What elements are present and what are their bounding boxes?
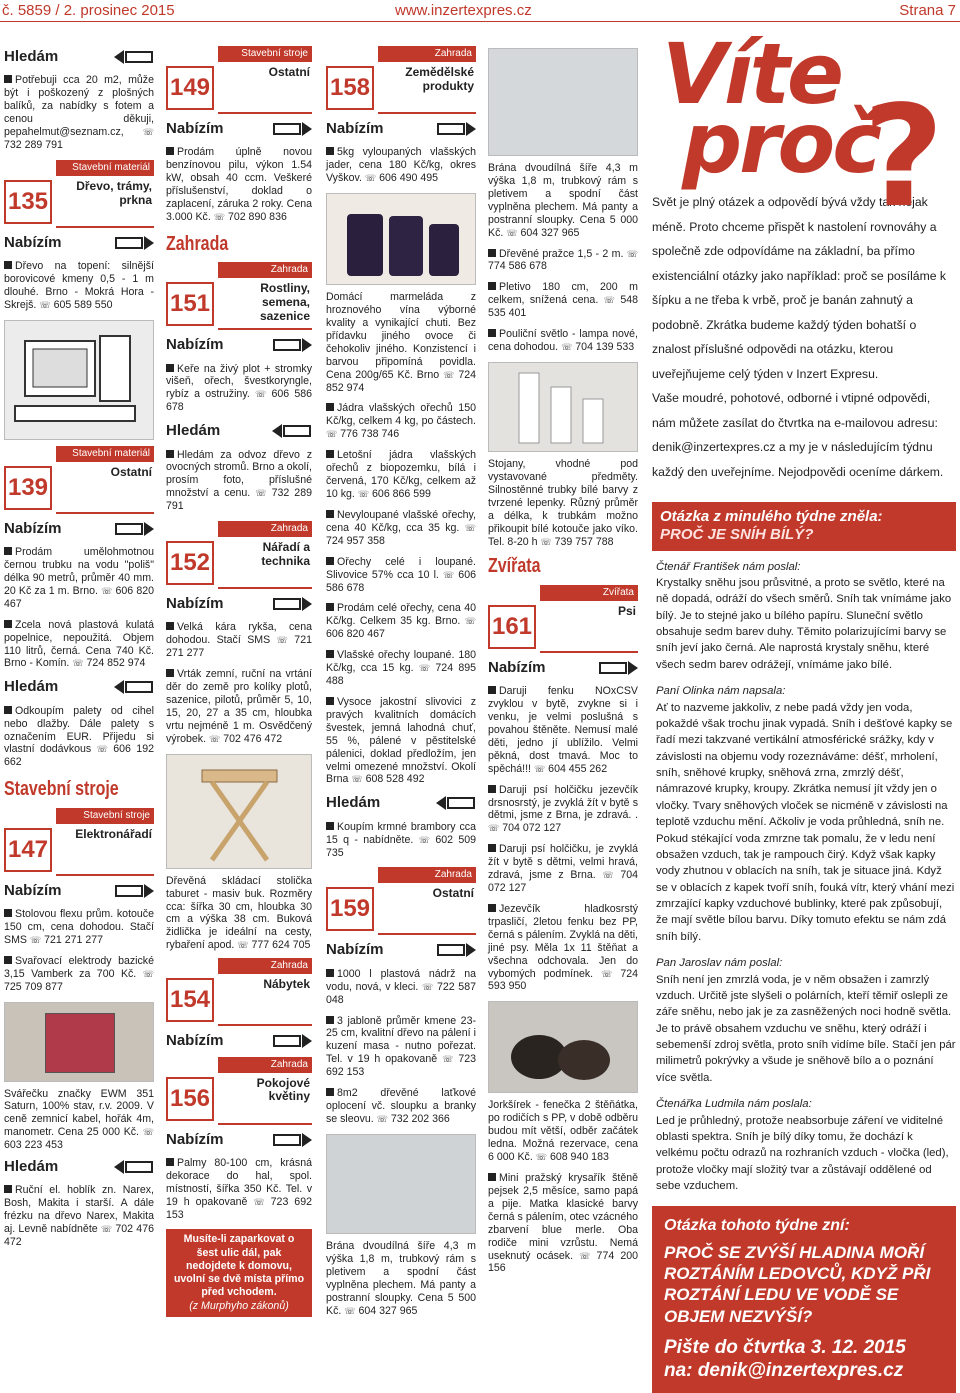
rubric-156: Zahrada 156 Pokojové květiny: [166, 1057, 312, 1125]
category-heading: Zvířata: [488, 555, 541, 578]
ad-item: Dřevo na topení: silnější borovicové kmeny 0,5 - 1 m dlouhé. Brno - Mokrá Hora - Skrejš. ☏ 605 589 550: [4, 260, 154, 311]
puppies-photo: [488, 1001, 638, 1093]
phone-icon: ☏: [142, 126, 154, 137]
arrow-right-icon: [114, 236, 154, 250]
ad-item: Stolovou flexu prům. kotouče 150 cm, cena dohodou. Stačí SMS ☏ 721 271 277: [4, 908, 154, 946]
ad-item: Daruji psí holčičku, je zvyklá žít v bytě s dětmi, velmi hravá, zdravá, jsme z Brna. ☏ 704 072 127: [488, 843, 638, 895]
ad-item: Daruji fenku NOxCSV zvyklou v bytě, zvykne si i venku, je velmi poslušná s povahou štěněte. Nemusí malé děti, jedno jí ublížilo. Velmi pěkná, dost tmavá. Moc to spěchá!!! ☏ 604 455 262: [488, 685, 638, 775]
arrow-left-icon: [436, 796, 476, 810]
ad-item: Pouliční světlo - lampa nové, cena dohodou. ☏ 704 139 533: [488, 328, 638, 354]
arrow-right-icon: [272, 1034, 312, 1048]
arrow-right-icon: [272, 122, 312, 136]
murphy-quote: Musíte-li zaparkovat o šest ulic dál, pak nedojdete k domovu, uvolní se dvě místa přímo před vchodem. (z Murphyho zákonů): [166, 1229, 312, 1316]
ad-item: Koupím krmné brambory cca 15 q - nabídněte. ☏ 602 509 735: [326, 820, 477, 859]
computer-illustration: [4, 320, 154, 440]
category-heading: Zahrada: [166, 232, 229, 255]
ad-item: Letošní jádra vlašských ořechů z biopozemku, bílá i červená, 170 Kč/kg, celkem až 10 kg. ☏ 606 866 599: [326, 449, 476, 500]
ad-item: Vrták zemní, ruční na vrtání děr do země pro kolíky plotů, sazenice, pilotů, průměr 5, 10, 15, 20, 27 a 35 cm, hloubka vrtu nejméně 1 m. Osvědčený výrobek. ☏ 702 476 472: [166, 668, 312, 745]
arrow-left-icon: [114, 680, 154, 694]
vite-proc-logo: Víte proč ?: [662, 25, 944, 239]
ad-item: Ořechy celé i loupané. Slivovice 57% cca 10 l. ☏ 606 586 678: [326, 555, 476, 594]
column-4: [488, 42, 638, 1283]
arrow-left-icon: [272, 424, 312, 438]
ad-item: Hledám za odvoz dřevo z ovocných stromů. Brno a okolí, prosím foto, příslušné množství a cenu. ☏ 732 289 791: [166, 448, 312, 513]
section-hledam: Hledám: [4, 678, 154, 696]
arrow-right-icon: [272, 338, 312, 352]
ad-item: Prodám celé ořechy, cena 40 Kč/kg. Celkem 35 kg. Brno. ☏ 606 820 467: [326, 602, 476, 641]
ad-item: Palmy 80-100 cm, krásná dekorace do hal, spol. místností, šířka 350 Kč. Tel. v 19 h opakovaně ☏ 723 692 153: [166, 1156, 312, 1221]
ad-item: Daruji psí holčičku jezevčík drsnosrstý, je zvyklá žít v bytě s dětmi, jsme z Brna, je zdravá. . ☏ 704 072 127: [488, 783, 638, 835]
answer: Čtenář František nám poslal: Krystalky sněhu jsou průsvitné, a proto se světlo, které na ně dopadá, odráží do všech směrů. Sníh tak vnímáme jako bílý. Je to stejné jako u bílého papíru. Sluneční světlo obsahuje sedm barev duhy. Těmito polarizujícími barvy se sníh jeví jako černá. Ale naprostá krystaly sněhu, které všech sedm barev odrážejí, vnímáme jako bílé.: [656, 560, 952, 671]
section-nabizim: Nabízím: [488, 659, 638, 677]
rubric-151: Zahrada 151 Rostliny, semena, sazenice: [166, 262, 312, 330]
rubric-147: Stavební stroje 147 Elektronářadí: [4, 808, 154, 876]
arrow-left-icon: [114, 1160, 154, 1174]
column-2: [166, 42, 312, 1317]
section-hledam: Hledám: [4, 1158, 154, 1176]
this-week-question: Otázka tohoto týdne zní: PROČ SE ZVÝŠÍ HLADINA MOŘÍ ROZTÁNÍM LEDOVCŮ, KDYŽ PŘI ROZTÁNÍ LEDU VE VODĚ SE OBJEM NEZVÝŠÍ? Pište do čtvrtka 3. 12. 2015 na: denik@inzertexpres.cz: [652, 1206, 956, 1392]
ad-item: Vysoce jakostní slivovici z pravých kvalitních domácích švestek, jemná lahodná chuť, 55 %, pálené v pěstitelské pálenici, doklad předložím, jen velmi omezené množství. Okolí Brna ☏ 608 528 492: [326, 695, 476, 786]
section-nabizim: Nabízím: [166, 336, 312, 354]
arrow-right-icon: [598, 661, 638, 675]
ad-item: 5kg vyloupaných vlašských jader, cena 180 Kč/kg, okres Vyškov. ☏ 606 490 495: [326, 146, 476, 185]
section-nabizim: Nabízím: [4, 234, 154, 252]
ad-item: Zcela nová plastová kulatá popelnice, nepoužitá. Objem 110 litrů, černá. Cena 740 Kč. Brno - Komín. ☏ 724 852 974: [4, 618, 154, 670]
photo-caption: Brána dvoudílná šíře 4,3 m výška 1,8 m, trubkový rám s pletivem a spodní část vyplněna plechem. Má panty a postranní sloupky. Cena 5 000 Kč. ☏ 604 327 965: [488, 162, 638, 239]
stands-photo: [488, 362, 638, 452]
ad-item: Nevyloupané vlašské ořechy, cena 40 Kč/kg, cca 35 kg. ☏ 724 957 358: [326, 508, 476, 547]
ad-item: Keře na živý plot + stromky višeň, ořech, švestkoryngle, rybíz a ostružiny. ☏ 606 586 678: [166, 362, 312, 414]
arrow-left-icon: [114, 50, 154, 64]
page-header: [0, 0, 960, 22]
section-hledam: Hledám: [166, 422, 312, 440]
ad-item: Ruční el. hoblík zn. Narex, Bosh, Makita i starší. A dále frézku na dřevo Narex, Makita aj. Levně nabídněte ☏ 702 476 472: [4, 1184, 154, 1249]
contact-text: Vaše moudré, pohotové, odborné i vtipné odpovědi, nám můžete zasílat do čtvrtka na e-mailovou adresu: denik@inzertexpres.cz a my je v následujícím týdnu každý den uveřejníme. Nejodpovědi oceníme dárkem.: [652, 391, 944, 479]
arrow-right-icon: [114, 884, 154, 898]
rubric-152: Zahrada 152 Nářadí a technika: [166, 521, 312, 589]
rubric-139: Stavební materiál 139 Ostatní: [4, 446, 154, 514]
ad-item: Prodám umělohmotnou černou trubku na vodu "poliš" délka 90 metrů, průměr 40 mm. 20 Kč za 1 m. Brno. ☏ 606 820 467: [4, 546, 154, 610]
arrow-right-icon: [114, 522, 154, 536]
photo-caption: Dřevěná skládací stolička taburet - masiv buk. Rozměry cca: šířka 30 cm, hloubka 30 cm a výška 38 cm. Buková židlička je ideální na cesty, rybaření apod. ☏ 777 624 705: [166, 874, 312, 952]
rubric-149: Stavební stroje 149 Ostatní: [166, 46, 312, 114]
section-nabizim: Nabízím: [166, 1032, 312, 1050]
page-number: Strana 7: [899, 2, 956, 19]
photo-caption: Domácí marmeláda z hroznového vína výborné kvality a vynikající chuti. Bez přídavku jiného ovoce či čehokoliv jiného. Konzistencí i barvou připomíná povidla. Cena 200g/65 Kč. Brno ☏ 724 852 974: [326, 291, 476, 394]
rubric-135: Stavební materiál 135 Dřevo, trámy, prkna: [4, 160, 154, 228]
arrow-right-icon: [436, 122, 476, 136]
photo-caption: Jorkšírek - fenečka 2 štěňátka, po rodičích s PP, v době odběru budou mít větší, odběr začátek ledna. Možná rezervace, cena 6 000 Kč. ☏ 608 940 183: [488, 1099, 638, 1164]
arrow-right-icon: [272, 1133, 312, 1147]
section-hledam: Hledám: [326, 794, 476, 812]
column-1: [4, 42, 154, 1257]
section-nabizim: Nabízím: [166, 1131, 312, 1149]
column-3: [326, 42, 476, 1323]
intro-text: Svět je plný otázek a odpovědí bývá vždy tak nějak méně. Proto chceme přispět k nastolení rovnováhy a společně zde odpovídáme na základní, ba přímo existenciální otázky jako například: proč se posíláme k šípku a ne třeba k vrbě, proč je banán zahnutý a podobně. Zkrátka budeme každý týden bohatší o znalost příslušné odpovědi na otázku, kterou uveřejňujeme celý týden v Inzert Expresu.: [652, 195, 946, 381]
website-url[interactable]: www.inzertexpres.cz: [395, 2, 532, 19]
ad-item: Dřevěné pražce 1,5 - 2 m. ☏ 774 586 678: [488, 247, 638, 273]
ad-item: Velká kára rykša, cena dohodou. Stačí SMS ☏ 721 271 277: [166, 621, 312, 660]
rubric-158: Zahrada 158 Zemědělské produkty: [326, 46, 476, 114]
rubric-154: Zahrada 154 Nábytek: [166, 958, 312, 1026]
rubric-161: Zvířata 161 Psi: [488, 585, 638, 653]
ad-item: 8m2 dřevěné laťkové oplocení vč. sloupku a branky se sleovu. ☏ 732 202 366: [326, 1087, 476, 1125]
answer: Čtenářka Ludmila nám poslala: Led je průhledný, protože neabsorbuje záření ve viditelné oblasti spektra. Sníh je bílý díky tomu, že dochází k velkému počtu odrazů na rozhraních vzduch - vločka (led), protože vločky mají složitý tvar a zůstávají oddělené od sebe vzduchem.: [656, 1098, 949, 1193]
answer: Pan Jaroslav nám poslal: Sníh není jen zmrzlá voda, je v něm obsažen i zamrzlý vzduch. Určitě jste slyšeli o polárních, kteří těmiř oslepli ze záře sněhu, nebo jak je za zasněžených noci hodně světla. Je to právě obsahem vzduchu ve sněhu, který odráží i sebemenší zdroj světla, proto sníh vidíme bíle. Stačí jen pár milimetrů pokrývky a všude je sněhově bílo a o poznání více světla.: [656, 957, 956, 1084]
welder-photo: [4, 1002, 154, 1082]
gate-photo: [326, 1134, 476, 1234]
arrow-right-icon: [272, 597, 312, 611]
ad-item: Vlašské ořechy loupané. 180 Kč/kg, cca 15 kg. ☏ 724 895 488: [326, 649, 477, 688]
section-nabizim: Nabízím: [326, 120, 476, 138]
issue-number: č. 5859 / 2. prosinec 2015: [2, 2, 175, 19]
photo-caption: Brána dvoudílná šíře 4,3 m výška 1,8 m, trubkový rám s pletivem a spodní část vyplněna plechem. Má panty a postranní sloupky. Cena 5 500 Kč. ☏ 604 327 965: [326, 1239, 476, 1317]
rubric-159: Zahrada 159 Ostatní: [326, 867, 476, 935]
ad-item: Pletivo 180 cm, 200 m celkem, snížená cena. ☏ 548 535 401: [488, 281, 639, 320]
ad-item: Odkoupím palety od cihel nebo dlažby. Dále palety s označením EUR. Přijedu si vlastní dodávkous ☏ 606 192 662: [4, 704, 154, 769]
ad-item: Potřebuji cca 20 m2, může být i poškozený z plošných balíků, za nabídky s fotem a cenou děkuji, pepahelmut@seznam.cz, ☏ 732 289 791: [4, 74, 154, 151]
stool-photo: [166, 754, 312, 869]
ad-item: Jádra vlašských ořechů 150 Kč/kg, celkem 4 kg, po částech. ☏ 776 738 746: [326, 402, 476, 441]
photo-caption: Svářečku značky EWM 351 Saturn, 100% stav, r.v. 2009. V ceně zemnicí kabel, hořák 4m, manometr. Cena 25 000 Kč. ☏ 603 223 453: [4, 1087, 154, 1152]
photo-caption: Stojany, vhodné pod vystavované předměty. Silnostěnné trubky bílé barvy z tvrzené lepenky. Různý průměr a délka, k trubkám možno přikoupit bílé kotouče jako víko. Tel. 8-20 h ☏ 739 757 788: [488, 457, 638, 548]
ad-item: Svařovací elektrody bazické 3,15 Vamberk za 700 Kč. ☏ 725 709 877: [4, 954, 154, 993]
ad-item: 3 jabloně průměr kmene 23-25 cm, kvalitní dřevo na pálení i kuzení masa - nutno pořezat. Tel. v 19 h opakovaně ☏ 723 692 153: [326, 1014, 476, 1079]
ad-item: Jezevčík hladkosrstý trpasličí, 2letou fenku bez PP, černá s pálením. Zvyklá na děti, jiné psy. Měla 1x 11 štěňat a všechna odchovala. Jen do vybomých podmínek. ☏ 724 593 950: [488, 902, 638, 993]
section-nabizim: Nabízím: [326, 941, 476, 959]
section-nabizim: Nabízím: [4, 520, 154, 538]
section-nabizim: Nabízím: [4, 882, 154, 900]
ad-item: 1000 l plastová nádrž na vodu, nová, v kleci. ☏ 722 587 048: [326, 967, 476, 1006]
column-vite-proc: [652, 25, 956, 1393]
ad-item: Prodám úplně novou benzínovou pilu, výkon 1.54 kW, obsah 40 ccm. Veškeré příslušenství, doklad o zaplacení, záruka 2 roky. Cena 3.000 Kč. ☏ 702 890 836: [166, 146, 312, 223]
section-nabizim: Nabízím: [166, 595, 312, 613]
previous-question: Otázka z minulého týdne zněla: PROČ JE SNÍH BÍLÝ?: [652, 502, 956, 551]
jam-jars-photo: [326, 193, 476, 285]
section-hledam: Hledám: [4, 48, 154, 66]
gate-photo: [488, 48, 638, 156]
arrow-right-icon: [436, 943, 476, 957]
category-heading: Stavební stroje: [4, 778, 119, 801]
question-mark-icon: ?: [862, 76, 944, 239]
ad-item: Mini pražský krysařík štěně pejsek 2,5 měsíce, samo papá a pije. Matka klasické barvy černá s pálením, otec vzácného zbarvení blue merle. Oba rodiče mini vzrůstu. Nemá useknutý ocásek. ☏ 774 200 156: [488, 1172, 639, 1275]
section-nabizim: Nabízím: [166, 120, 312, 138]
answer: Paní Olinka nám napsala: Ať to nazveme jakkoliv, z nebe padá vždy jen voda, pokaždé však trochu jinak vypadá. Sníh i dešťové kapky se řadí mezi takzvané vertikální atmosférické srážky, kdy v závislosti na objemu vody rozeznáváme: déšť, mrholení, sníh, sněhové krupky, sněhová zrna, zmrzlý déšť, námrazové krupky, kroupy. Zkrátka nemusí jít vždy jen o vločky. Tvary sněhových vloček se nicméně v závislosti na teplotě vzduchu mění. Ačkoliv je voda průhledná, sníh ne. Pokud stékající voda zmrzne tak pomalu, že v ledu není obsažen vzduch, tak je rampouch čirý. Když však kapky vody zhutnou v oblacích na sníh, tak je situace jiná. Když se v oblacích z kapek tvoří sníh, fouká vítr, který vhání mezi zmrzající kapky vzduchové bublinky, které pak způsobují, že mají světle bílou barvu. Díky tomuto efektu se nám zdá sníh bílý.: [656, 685, 955, 943]
